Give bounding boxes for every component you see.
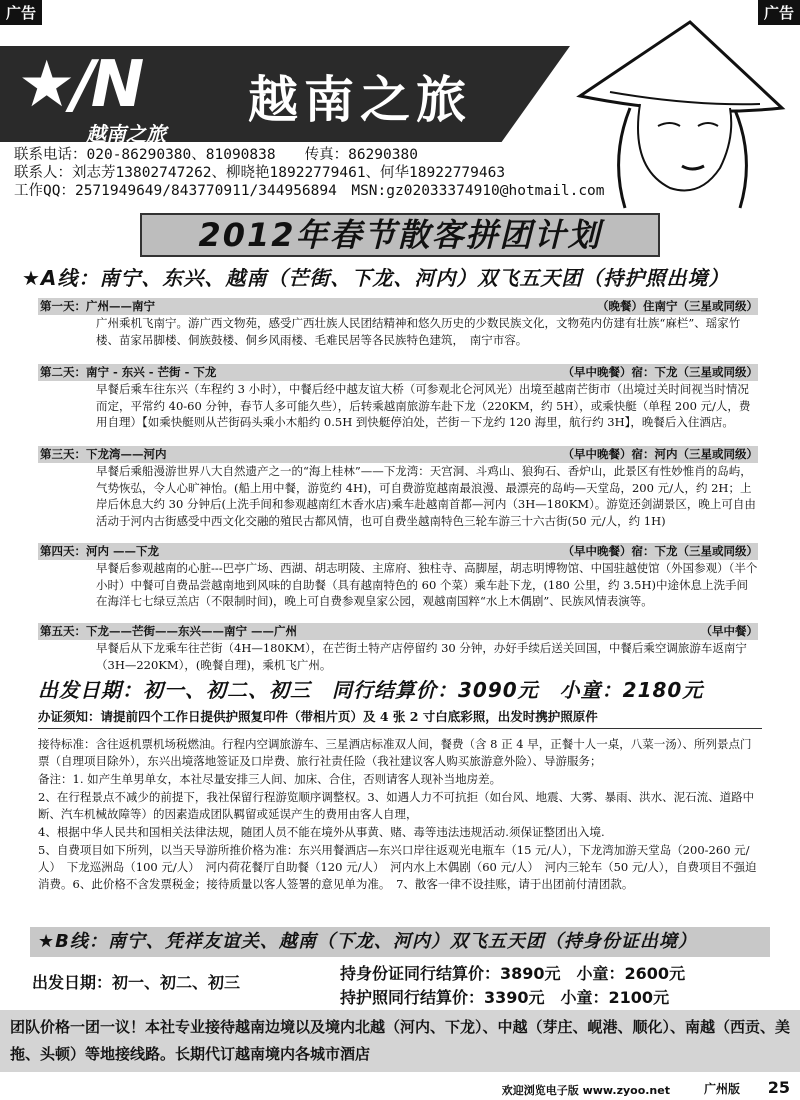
day-2-header bbox=[38, 364, 758, 381]
itinerary-day-4 bbox=[38, 543, 758, 610]
day-5-description: 早餐后从下龙乘车往芒街（4H—180KM），在芒街土特产店停留约 30 分钟，办好手续后送关回国，中餐后乘空调旅游车返南宁（3H—220KM），(晚餐自理)，乘机飞广州。 bbox=[96, 641, 747, 672]
itinerary-day-1 bbox=[38, 298, 758, 348]
day-1-header bbox=[38, 298, 758, 315]
day-1-meals: （晚餐）住南宁（三星或同级） bbox=[597, 299, 758, 313]
day-5-meals: （早中餐） bbox=[700, 624, 758, 638]
promo-banner: 团队价格一团一议！本社专业接待越南边境以及境内北越（河内、下龙）、中越（芽庄、岘港、顺化）、南越（西贡、美拖、头顿）等地接线路。长期代订越南境内各城市酒店 bbox=[0, 1010, 800, 1072]
contact-info bbox=[14, 146, 605, 200]
visa-notice: 办证须知：请提前四个工作日提供护照复印件（带相片页）及 4 张 2 寸白底彩照，出发时携护照原件 bbox=[38, 707, 762, 729]
day-3-meals: （早中晚餐）宿：河内（三星或同级） bbox=[562, 447, 758, 461]
logo-subtitle: 越南之旅 bbox=[86, 122, 166, 146]
day-2-description: 早餐后乘车往东兴（车程约 3 小时），中餐后经中越友谊大桥（可参观北仑河风光）出境至越南芒街市（出境过关时间视当时情况而定，平常约 40-60 分钟，春节人多可能久些），后转乘越南旅游车赴下龙（220KM，约 5H），或乘快艇（单程 200 元/人，费用自理）【如乘快艇则从芒街码头乘小木船约 0.5H 到快艇停泊处，芒街－下龙约 120 海里，航行约 3H】，晚餐后入住酒店。 bbox=[96, 382, 751, 429]
route-b-price-id-card: 持身份证同行结算价：3890元 小童：2600元 bbox=[340, 964, 686, 983]
contact-people: 联系人：刘志芳13802747262、柳晓艳18922779461、何华18922779463 bbox=[14, 165, 506, 181]
terms-section bbox=[38, 736, 762, 894]
day-4-header bbox=[38, 543, 758, 560]
route-b-departure-dates: 出发日期：初一、初二、初三 bbox=[32, 973, 241, 992]
day-4-description: 早餐后参观越南的心脏---巴亭广场、西湖、胡志明陵、主席府、独柱寺、高脚屋，胡志明博物馆、中国驻越使馆（外国参观）（半个小时）中餐可自费品尝越南地到风味的自助餐（具有越南特色的 60 个菜）乘车赴下龙，(180 公里，约 3.5H)中途休息上洗手间在海洋七七绿豆羔店（不限制时间)，晚上可自费参观皇家公园，观越南国粹“水上木偶剧”、民族风情表演等。 bbox=[96, 561, 758, 608]
route-b-price-passport: 持护照同行结算价：3390元 小童：2100元 bbox=[340, 988, 670, 1007]
day-4-route: 第四天：河内 ——下龙 bbox=[40, 544, 160, 558]
itinerary-day-5 bbox=[38, 623, 758, 673]
route-b-box bbox=[30, 927, 770, 957]
itinerary-day-2 bbox=[38, 364, 758, 431]
day-2-route: 第二天：南宁 - 东兴 - 芒街 - 下龙 bbox=[40, 365, 217, 379]
route-a-heading: ★A线：南宁、东兴、越南（芒街、下龙、河内）双飞五天团（持护照出境） bbox=[22, 266, 730, 290]
plan-title: 2012年春节散客拼团计划 bbox=[198, 216, 602, 254]
day-3-description: 早餐后乘船漫游世界八大自然遗产之一的“海上桂林”——下龙湾：天宫洞、斗鸡山、狼狗石、香炉山，此景区有性妙惟肖的岛屿，气势恢弘，令人心旷神怡。(船上用中餐，游览约 4H)，可自费游览越南最浪漫、最漂亮的岛屿—天堂岛，200 元/人，约 2H；上岸后休息大约 30 分钟后(上洗手间和参观越南红木香水店)乘车赴越南首都—河内（3H—180KM）。游览还剑湖景区，晚上可自由活动于河内古街感受中西文化交融的殖民古都风情，也可自费坐越南特色三轮车游三十六古街(50 元/人，约 1H) bbox=[96, 464, 756, 528]
route-b-heading: ★B线：南宁、凭祥友谊关、越南（下龙、河内）双飞五天团（持身份证出境） bbox=[38, 931, 697, 952]
day-3-route: 第三天：下龙湾——河内 bbox=[40, 447, 167, 461]
contact-qq: 工作QQ：2571949649/843770911/344956894 MSN:gz02033374910@hotmail.com bbox=[14, 183, 605, 199]
logo-mark: ★/N bbox=[18, 48, 141, 122]
contact-phone: 联系电话：020-86290380、81090838 传真：86290380 bbox=[14, 147, 418, 163]
plan-title-box bbox=[140, 213, 660, 257]
day-1-description: 广州乘机飞南宁。游广西文物苑，感受广西壮族人民团结精神和悠久历史的少数民族文化，文物苑内仿建有壮族“麻栏”、瑶家竹楼、苗家吊脚楼、侗族鼓楼、侗乡风雨楼、毛难民居等各民族特色建筑， 南宁市容。 bbox=[96, 316, 741, 347]
day-4-meals: （早中晚餐）宿：下龙（三星或同级） bbox=[562, 544, 758, 558]
ad-label-left: 广告 bbox=[0, 0, 42, 25]
footer-edition: 广州版 bbox=[703, 1082, 740, 1096]
terms-note-2-3: 2、在行程景点不减少的前提下，我社保留行程游览顺序调整权。3、如遇人力不可抗拒（如台风、地震、大雾、暴雨、洪水、泥石流、道路中断、汽车机械故障等）的因素造成团队羁留或延误产生的费用由客人自理， bbox=[38, 790, 755, 821]
route-b-prices bbox=[340, 962, 685, 1010]
itinerary-day-3 bbox=[38, 446, 758, 529]
terms-note-1: 备注：1. 如产生单男单女，本社尽量安排三人间、加床、合住，否则请客人现补当地房差。 bbox=[38, 772, 502, 786]
page-footer bbox=[0, 1078, 800, 1100]
day-3-header bbox=[38, 446, 758, 463]
terms-note-5-7: 5、自费项目如下所列，以当天导游所推价格为准：东兴用餐酒店—东兴口岸往返观光电瓶车（15 元/人），下龙湾加游天堂岛（200-260 元/人） 下龙巡洲岛（100 元/人） 河内荷花餐厅自助餐（120 元/人） 河内水上木偶剧（60 元/人） 河内三轮车（50 元/人），自费项目不强迫消费。6、此价格不含发票税金；接待质量以客人签署的意见单为准。 7、散客一律不设挂账，请于出团前付清团款。 bbox=[38, 843, 757, 891]
day-5-route: 第五天：下龙——芒街——东兴——南宁 ——广州 bbox=[40, 624, 298, 638]
footer-website[interactable]: 欢迎浏览电子版 www.zyoo.net bbox=[501, 1084, 670, 1097]
day-5-header bbox=[38, 623, 758, 640]
terms-note-4: 4、根据中华人民共和国相关法律法规，随团人员不能在境外从事黄、赌、毒等违法违规活动.须保证整团出入境. bbox=[38, 825, 605, 839]
day-2-meals: （早中晚餐）宿：下龙（三星或同级） bbox=[562, 365, 758, 379]
ad-label-right: 广告 bbox=[758, 0, 800, 25]
brand-title: 越南之旅 bbox=[248, 70, 472, 129]
header-banner bbox=[0, 18, 800, 146]
day-1-route: 第一天：广州——南宁 bbox=[40, 299, 155, 313]
route-a-departure-price: 出发日期：初一、初二、初三 同行结算价：3090元 小童：2180元 bbox=[38, 678, 704, 702]
page-number: 25 bbox=[767, 1078, 790, 1097]
terms-standard: 接待标准：含往返机票机场税燃油。行程内空调旅游车、三星酒店标准双人间，餐费（含 8 正 4 早，正餐十人一桌，八菜一汤）、所列景点门票（自理项目除外），东兴出境落地签证及口岸费、旅行社责任险（我社建议客人购买旅游意外险）、导游服务； bbox=[38, 737, 752, 768]
